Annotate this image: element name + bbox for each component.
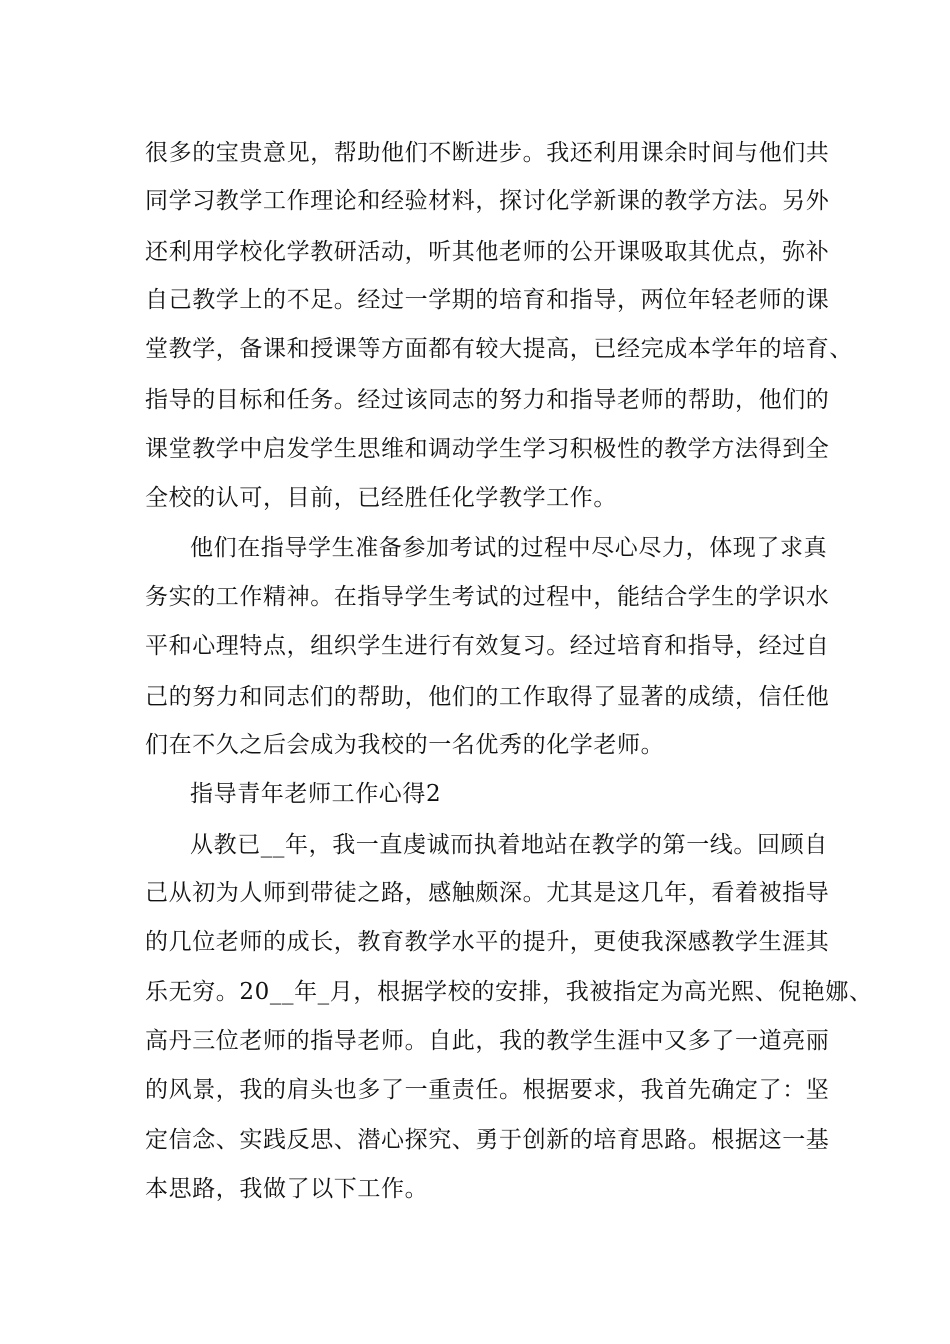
paragraph-start-line: 他们在指导学生准备参加考试的过程中尽心尽力，体现了求真	[190, 535, 828, 561]
text-line: 指导的目标和任务。经过该同志的努力和指导老师的帮助，他们的	[145, 387, 830, 413]
text-line: 乐无穷。20__年_月，根据学校的安排，我被指定为高光熙、倪艳娜、	[145, 979, 873, 1005]
text-line: 们在不久之后会成为我校的一名优秀的化学老师。	[145, 732, 665, 758]
text-line: 高丹三位老师的指导老师。自此，我的教学生涯中又多了一道亮丽	[145, 1028, 830, 1054]
text-line: 己从初为人师到带徒之路，感触颇深。尤其是这几年，看着被指导	[145, 880, 830, 906]
text-line: 定信念、实践反思、潜心探究、勇于创新的培育思路。根据这一基	[145, 1127, 830, 1153]
text-line: 课堂教学中启发学生思维和调动学生学习积极性的教学方法得到全	[145, 436, 830, 462]
text-line: 堂教学，备课和授课等方面都有较大提高，已经完成本学年的培育、	[145, 336, 853, 362]
section-heading: 指导青年老师工作心得2	[190, 781, 442, 807]
text-line: 本思路，我做了以下工作。	[145, 1176, 429, 1202]
text-line: 还利用学校化学教研活动，听其他老师的公开课吸取其优点，弥补	[145, 239, 830, 265]
text-line: 同学习教学工作理论和经验材料，探讨化学新课的教学方法。另外	[145, 188, 830, 214]
paragraph-start-line: 从教已__年，我一直虔诚而执着地站在教学的第一线。回顾自	[190, 832, 828, 858]
text-line: 很多的宝贵意见，帮助他们不断进步。我还利用课余时间与他们共	[145, 140, 830, 166]
text-line: 务实的工作精神。在指导学生考试的过程中，能结合学生的学识水	[145, 584, 830, 610]
text-line: 自己教学上的不足。经过一学期的培育和指导，两位年轻老师的课	[145, 287, 830, 313]
text-line: 全校的认可，目前，已经胜任化学教学工作。	[145, 485, 617, 511]
text-line: 己的努力和同志们的帮助，他们的工作取得了显著的成绩，信任他	[145, 684, 830, 710]
text-line: 的几位老师的成长，教育教学水平的提升，更使我深感教学生涯其	[145, 929, 830, 955]
text-line: 的风景，我的肩头也多了一重责任。根据要求，我首先确定了：坚	[145, 1077, 830, 1103]
text-line: 平和心理特点，组织学生进行有效复习。经过培育和指导，经过自	[145, 633, 830, 659]
